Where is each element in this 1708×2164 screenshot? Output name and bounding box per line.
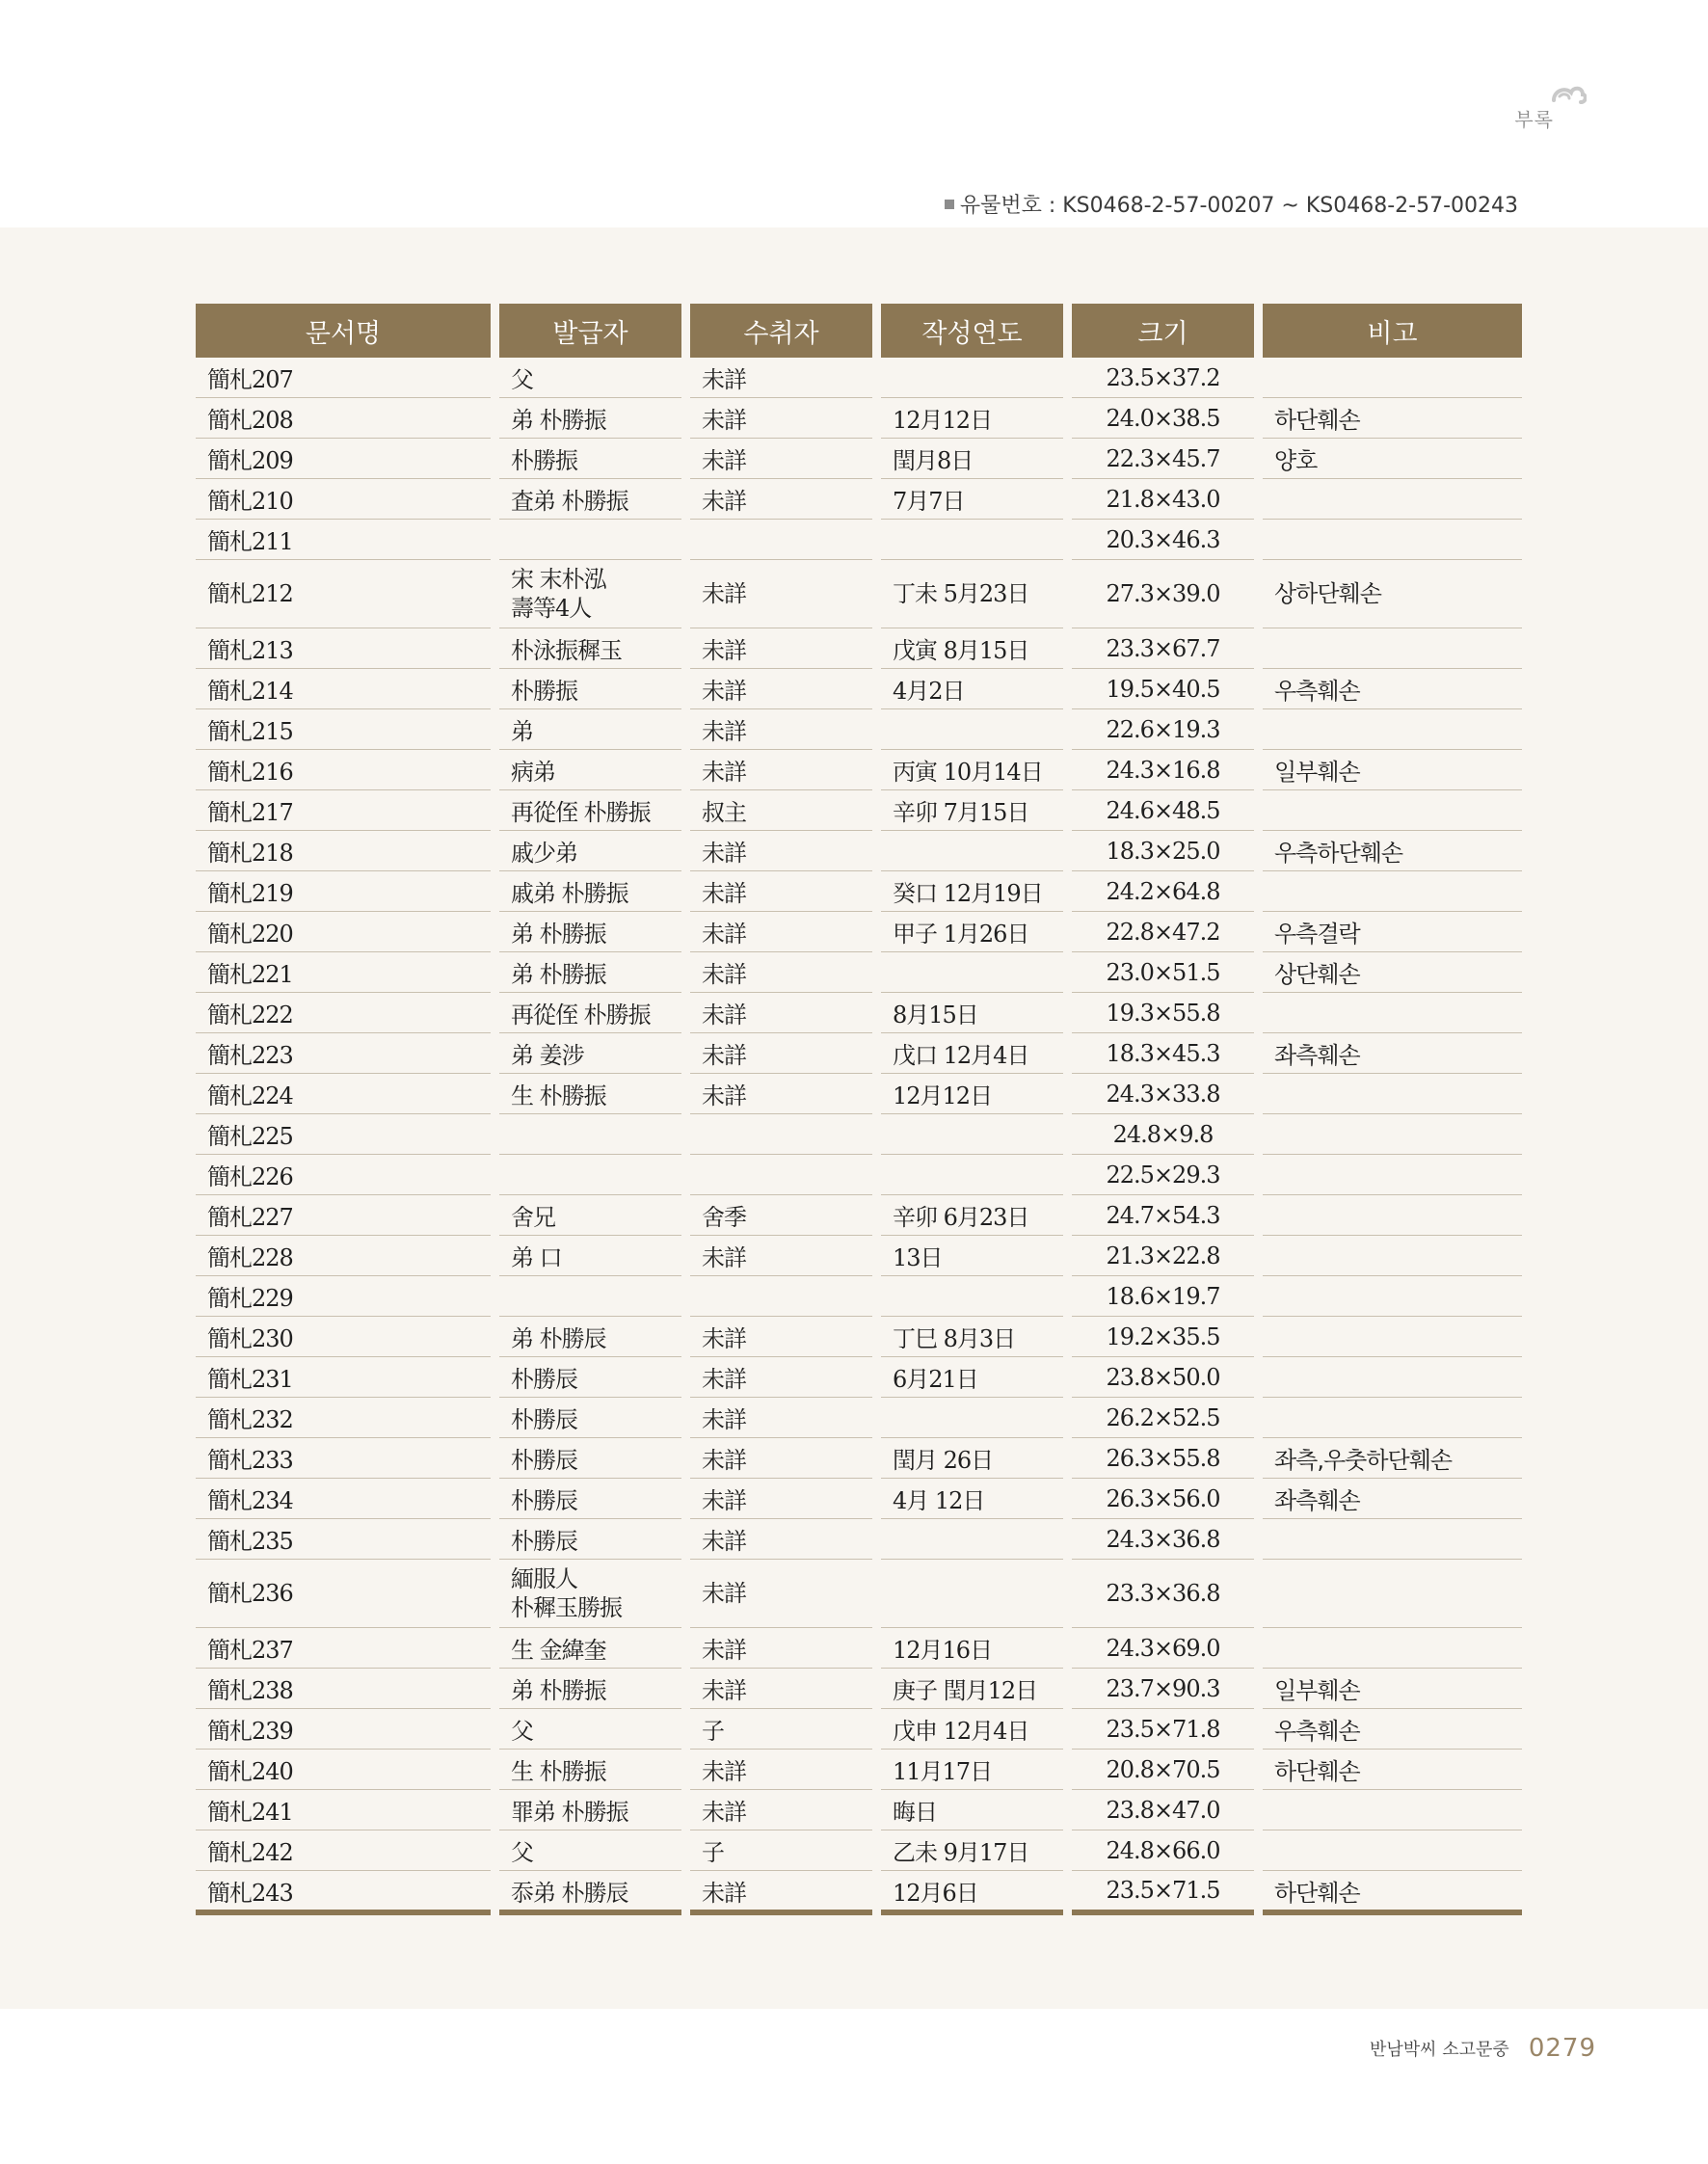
size-cell: 23.5×37.2 xyxy=(1072,358,1254,398)
date-cell: 丙寅 10月14日 xyxy=(881,750,1063,790)
size-cell: 24.2×64.8 xyxy=(1072,871,1254,912)
note-cell xyxy=(1263,1357,1522,1398)
table-row xyxy=(196,398,1522,439)
column-header: 문서명 xyxy=(196,304,491,358)
recipient-cell: 未詳 xyxy=(690,1033,872,1074)
doc-name-cell: 簡札225 xyxy=(196,1114,491,1155)
recipient-cell: 未詳 xyxy=(690,831,872,871)
recipient-cell: 未詳 xyxy=(690,709,872,750)
date-cell: 12月12日 xyxy=(881,398,1063,439)
issuer-cell: 再從侄 朴勝振 xyxy=(499,790,681,831)
note-cell xyxy=(1263,479,1522,520)
issuer-cell: 生 朴勝振 xyxy=(499,1750,681,1790)
size-cell: 24.3×16.8 xyxy=(1072,750,1254,790)
table-row xyxy=(196,1438,1522,1479)
table-row xyxy=(196,628,1522,669)
recipient-cell xyxy=(690,520,872,560)
table-row xyxy=(196,1357,1522,1398)
table-row xyxy=(196,1628,1522,1669)
issuer-cell: 父 xyxy=(499,358,681,398)
note-cell xyxy=(1263,1114,1522,1155)
note-cell: 상하단훼손 xyxy=(1263,560,1522,628)
recipient-cell: 未詳 xyxy=(690,1438,872,1479)
doc-name-cell: 簡札230 xyxy=(196,1317,491,1357)
recipient-cell: 子 xyxy=(690,1709,872,1750)
date-cell xyxy=(881,831,1063,871)
column-header: 작성연도 xyxy=(881,304,1063,358)
note-cell: 하단훼손 xyxy=(1263,1871,1522,1915)
table-row xyxy=(196,912,1522,952)
date-cell: 乙未 9月17日 xyxy=(881,1830,1063,1871)
note-cell: 우측훼손 xyxy=(1263,1709,1522,1750)
table-row xyxy=(196,1669,1522,1709)
relic-number-text: 유물번호 : KS0468-2-57-00207 ~ KS0468-2-57-00243 xyxy=(959,194,1518,218)
size-cell: 23.8×50.0 xyxy=(1072,1357,1254,1398)
issuer-cell: 父 xyxy=(499,1830,681,1871)
doc-name-cell: 簡札211 xyxy=(196,520,491,560)
recipient-cell: 未詳 xyxy=(690,912,872,952)
date-cell: 7月7日 xyxy=(881,479,1063,520)
issuer-cell: 舍兄 xyxy=(499,1195,681,1236)
doc-name-cell: 簡札215 xyxy=(196,709,491,750)
size-cell: 18.3×45.3 xyxy=(1072,1033,1254,1074)
note-cell: 좌측,우춧하단훼손 xyxy=(1263,1438,1522,1479)
table-row xyxy=(196,439,1522,479)
doc-name-cell: 簡札214 xyxy=(196,669,491,709)
doc-name-cell: 簡札227 xyxy=(196,1195,491,1236)
size-cell: 23.3×67.7 xyxy=(1072,628,1254,669)
table-row xyxy=(196,669,1522,709)
table-row xyxy=(196,1155,1522,1195)
note-cell xyxy=(1263,993,1522,1033)
recipient-cell: 未詳 xyxy=(690,1560,872,1628)
note-cell: 우측훼손 xyxy=(1263,669,1522,709)
issuer-cell: 朴勝辰 xyxy=(499,1519,681,1560)
issuer-cell: 朴勝振 xyxy=(499,669,681,709)
date-cell: 12月6日 xyxy=(881,1871,1063,1915)
table-row xyxy=(196,1560,1522,1628)
table-row xyxy=(196,871,1522,912)
size-cell: 22.6×19.3 xyxy=(1072,709,1254,750)
date-cell xyxy=(881,1155,1063,1195)
size-cell: 26.3×55.8 xyxy=(1072,1438,1254,1479)
date-cell: 丁未 5月23日 xyxy=(881,560,1063,628)
table-row xyxy=(196,1074,1522,1114)
size-cell: 20.8×70.5 xyxy=(1072,1750,1254,1790)
page-footer xyxy=(1370,2034,1596,2063)
table-row xyxy=(196,479,1522,520)
issuer-cell: 弟 朴勝辰 xyxy=(499,1317,681,1357)
doc-name-cell: 簡札239 xyxy=(196,1709,491,1750)
issuer-cell xyxy=(499,1276,681,1317)
recipient-cell: 未詳 xyxy=(690,358,872,398)
recipient-cell: 未詳 xyxy=(690,952,872,993)
size-cell: 24.7×54.3 xyxy=(1072,1195,1254,1236)
table-row xyxy=(196,952,1522,993)
issuer-cell: 弟 口 xyxy=(499,1236,681,1276)
note-cell xyxy=(1263,1628,1522,1669)
size-cell: 24.0×38.5 xyxy=(1072,398,1254,439)
size-cell: 21.3×22.8 xyxy=(1072,1236,1254,1276)
recipient-cell: 未詳 xyxy=(690,993,872,1033)
doc-name-cell: 簡札212 xyxy=(196,560,491,628)
date-cell xyxy=(881,520,1063,560)
doc-name-cell: 簡札213 xyxy=(196,628,491,669)
recipient-cell: 未詳 xyxy=(690,1317,872,1357)
issuer-cell: 朴勝辰 xyxy=(499,1398,681,1438)
issuer-cell: 生 金緯奎 xyxy=(499,1628,681,1669)
recipient-cell: 未詳 xyxy=(690,560,872,628)
issuer-cell xyxy=(499,1114,681,1155)
issuer-cell: 査弟 朴勝振 xyxy=(499,479,681,520)
recipient-cell xyxy=(690,1155,872,1195)
size-cell: 22.8×47.2 xyxy=(1072,912,1254,952)
table-row xyxy=(196,1033,1522,1074)
doc-name-cell: 簡札218 xyxy=(196,831,491,871)
bottom-margin xyxy=(0,2009,1708,2164)
size-cell: 24.8×66.0 xyxy=(1072,1830,1254,1871)
size-cell: 26.3×56.0 xyxy=(1072,1479,1254,1519)
section-label: 부록 xyxy=(1514,108,1554,131)
issuer-cell: 弟 朴勝振 xyxy=(499,398,681,439)
date-cell: 晦日 xyxy=(881,1790,1063,1830)
size-cell: 18.3×25.0 xyxy=(1072,831,1254,871)
note-cell: 일부훼손 xyxy=(1263,1669,1522,1709)
recipient-cell: 未詳 xyxy=(690,1074,872,1114)
note-cell xyxy=(1263,1236,1522,1276)
doc-name-cell: 簡札242 xyxy=(196,1830,491,1871)
table-row xyxy=(196,750,1522,790)
issuer-cell: 罪弟 朴勝振 xyxy=(499,1790,681,1830)
recipient-cell: 未詳 xyxy=(690,1519,872,1560)
bullet-square-icon xyxy=(945,200,954,209)
issuer-cell: 忝弟 朴勝辰 xyxy=(499,1871,681,1915)
table-row xyxy=(196,520,1522,560)
note-cell: 하단훼손 xyxy=(1263,398,1522,439)
note-cell xyxy=(1263,1155,1522,1195)
size-cell: 18.6×19.7 xyxy=(1072,1276,1254,1317)
doc-name-cell: 簡札234 xyxy=(196,1479,491,1519)
doc-name-cell: 簡札233 xyxy=(196,1438,491,1479)
note-cell: 하단훼손 xyxy=(1263,1750,1522,1790)
date-cell: 庚子 閏月12日 xyxy=(881,1669,1063,1709)
recipient-cell: 未詳 xyxy=(690,1750,872,1790)
date-cell: 戊寅 8月15日 xyxy=(881,628,1063,669)
date-cell: 癸口 12月19日 xyxy=(881,871,1063,912)
recipient-cell: 未詳 xyxy=(690,1479,872,1519)
issuer-cell: 朴勝振 xyxy=(499,439,681,479)
note-cell xyxy=(1263,1074,1522,1114)
doc-name-cell: 簡札226 xyxy=(196,1155,491,1195)
date-cell: 13日 xyxy=(881,1236,1063,1276)
note-cell xyxy=(1263,1560,1522,1628)
date-cell: 戊申 12月4日 xyxy=(881,1709,1063,1750)
issuer-cell: 朴勝辰 xyxy=(499,1479,681,1519)
table-row xyxy=(196,1398,1522,1438)
doc-name-cell: 簡札240 xyxy=(196,1750,491,1790)
size-cell: 23.3×36.8 xyxy=(1072,1560,1254,1628)
issuer-cell: 弟 xyxy=(499,709,681,750)
table-row xyxy=(196,1519,1522,1560)
document-table xyxy=(187,304,1531,1915)
recipient-cell: 未詳 xyxy=(690,1871,872,1915)
doc-name-cell: 簡札237 xyxy=(196,1628,491,1669)
issuer-cell: 緬服人 朴穉玉勝振 xyxy=(499,1560,681,1628)
recipient-cell: 未詳 xyxy=(690,669,872,709)
doc-name-cell: 簡札222 xyxy=(196,993,491,1033)
doc-name-cell: 簡札235 xyxy=(196,1519,491,1560)
date-cell xyxy=(881,1398,1063,1438)
recipient-cell: 未詳 xyxy=(690,1790,872,1830)
doc-name-cell: 簡札207 xyxy=(196,358,491,398)
table-row xyxy=(196,1276,1522,1317)
table-row xyxy=(196,1236,1522,1276)
table-row xyxy=(196,358,1522,398)
doc-name-cell: 簡札217 xyxy=(196,790,491,831)
doc-name-cell: 簡札238 xyxy=(196,1669,491,1709)
recipient-cell: 未詳 xyxy=(690,871,872,912)
size-cell: 24.3×33.8 xyxy=(1072,1074,1254,1114)
note-cell: 좌측훼손 xyxy=(1263,1479,1522,1519)
column-header: 크기 xyxy=(1072,304,1254,358)
size-cell: 19.3×55.8 xyxy=(1072,993,1254,1033)
page-number: 0279 xyxy=(1528,2034,1596,2063)
issuer-cell: 弟 朴勝振 xyxy=(499,912,681,952)
size-cell: 23.8×47.0 xyxy=(1072,1790,1254,1830)
note-cell xyxy=(1263,709,1522,750)
issuer-cell xyxy=(499,1155,681,1195)
date-cell: 4月2日 xyxy=(881,669,1063,709)
note-cell: 좌측훼손 xyxy=(1263,1033,1522,1074)
recipient-cell: 未詳 xyxy=(690,1236,872,1276)
size-cell: 20.3×46.3 xyxy=(1072,520,1254,560)
table-row xyxy=(196,560,1522,628)
note-cell xyxy=(1263,1276,1522,1317)
book-title: 반남박씨 소고문중 xyxy=(1370,2040,1509,2060)
date-cell xyxy=(881,1114,1063,1155)
note-cell xyxy=(1263,1195,1522,1236)
table-row xyxy=(196,709,1522,750)
doc-name-cell: 簡札229 xyxy=(196,1276,491,1317)
date-cell xyxy=(881,1560,1063,1628)
table-row xyxy=(196,993,1522,1033)
issuer-cell: 父 xyxy=(499,1709,681,1750)
date-cell: 6月21日 xyxy=(881,1357,1063,1398)
issuer-cell: 朴勝辰 xyxy=(499,1357,681,1398)
size-cell: 19.5×40.5 xyxy=(1072,669,1254,709)
note-cell: 양호 xyxy=(1263,439,1522,479)
recipient-cell: 未詳 xyxy=(690,750,872,790)
doc-name-cell: 簡札221 xyxy=(196,952,491,993)
recipient-cell: 未詳 xyxy=(690,398,872,439)
column-header: 비고 xyxy=(1263,304,1522,358)
size-cell: 26.2×52.5 xyxy=(1072,1398,1254,1438)
doc-name-cell: 簡札236 xyxy=(196,1560,491,1628)
relic-number xyxy=(945,189,1518,219)
table-row xyxy=(196,790,1522,831)
doc-name-cell: 簡札208 xyxy=(196,398,491,439)
issuer-cell: 弟 朴勝振 xyxy=(499,1669,681,1709)
date-cell: 丁巳 8月3日 xyxy=(881,1317,1063,1357)
size-cell: 19.2×35.5 xyxy=(1072,1317,1254,1357)
doc-name-cell: 簡札243 xyxy=(196,1871,491,1915)
issuer-cell: 宋 末朴泓 壽等4人 xyxy=(499,560,681,628)
doc-name-cell: 簡札216 xyxy=(196,750,491,790)
size-cell: 22.3×45.7 xyxy=(1072,439,1254,479)
recipient-cell: 未詳 xyxy=(690,439,872,479)
doc-name-cell: 簡札219 xyxy=(196,871,491,912)
date-cell: 12月12日 xyxy=(881,1074,1063,1114)
size-cell: 23.0×51.5 xyxy=(1072,952,1254,993)
table-row xyxy=(196,1871,1522,1915)
table-row xyxy=(196,1114,1522,1155)
recipient-cell: 未詳 xyxy=(690,1357,872,1398)
table-row xyxy=(196,1750,1522,1790)
recipient-cell: 子 xyxy=(690,1830,872,1871)
table-body xyxy=(196,358,1522,1915)
date-cell xyxy=(881,1519,1063,1560)
date-cell: 12月16日 xyxy=(881,1628,1063,1669)
doc-name-cell: 簡札209 xyxy=(196,439,491,479)
size-cell: 24.6×48.5 xyxy=(1072,790,1254,831)
table-header-row xyxy=(196,304,1522,358)
size-cell: 22.5×29.3 xyxy=(1072,1155,1254,1195)
issuer-cell xyxy=(499,520,681,560)
doc-name-cell: 簡札232 xyxy=(196,1398,491,1438)
issuer-cell: 朴勝辰 xyxy=(499,1438,681,1479)
doc-name-cell: 簡札231 xyxy=(196,1357,491,1398)
table-row xyxy=(196,1479,1522,1519)
issuer-cell: 病弟 xyxy=(499,750,681,790)
date-cell: 8月15日 xyxy=(881,993,1063,1033)
table-row xyxy=(196,831,1522,871)
cloud-ornament-icon xyxy=(1548,77,1587,110)
issuer-cell: 朴泳振穉玉 xyxy=(499,628,681,669)
table-row xyxy=(196,1830,1522,1871)
column-header: 발급자 xyxy=(499,304,681,358)
recipient-cell xyxy=(690,1276,872,1317)
recipient-cell: 叔主 xyxy=(690,790,872,831)
size-cell: 24.3×36.8 xyxy=(1072,1519,1254,1560)
date-cell: 戊口 12月4日 xyxy=(881,1033,1063,1074)
note-cell: 상단훼손 xyxy=(1263,952,1522,993)
note-cell xyxy=(1263,628,1522,669)
note-cell xyxy=(1263,790,1522,831)
note-cell xyxy=(1263,871,1522,912)
size-cell: 27.3×39.0 xyxy=(1072,560,1254,628)
note-cell: 우측결락 xyxy=(1263,912,1522,952)
table-row xyxy=(196,1790,1522,1830)
date-cell xyxy=(881,358,1063,398)
doc-name-cell: 簡札224 xyxy=(196,1074,491,1114)
table-row xyxy=(196,1195,1522,1236)
issuer-cell: 弟 朴勝振 xyxy=(499,952,681,993)
date-cell: 辛卯 6月23日 xyxy=(881,1195,1063,1236)
note-cell xyxy=(1263,1519,1522,1560)
size-cell: 24.8×9.8 xyxy=(1072,1114,1254,1155)
doc-name-cell: 簡札223 xyxy=(196,1033,491,1074)
date-cell: 辛卯 7月15日 xyxy=(881,790,1063,831)
doc-name-cell: 簡札210 xyxy=(196,479,491,520)
recipient-cell xyxy=(690,1114,872,1155)
size-cell: 23.7×90.3 xyxy=(1072,1669,1254,1709)
recipient-cell: 未詳 xyxy=(690,479,872,520)
size-cell: 24.3×69.0 xyxy=(1072,1628,1254,1669)
size-cell: 21.8×43.0 xyxy=(1072,479,1254,520)
recipient-cell: 舍季 xyxy=(690,1195,872,1236)
table-row xyxy=(196,1709,1522,1750)
issuer-cell: 戚少弟 xyxy=(499,831,681,871)
recipient-cell: 未詳 xyxy=(690,1669,872,1709)
date-cell: 閏月8日 xyxy=(881,439,1063,479)
issuer-cell: 再從侄 朴勝振 xyxy=(499,993,681,1033)
column-header: 수취자 xyxy=(690,304,872,358)
size-cell: 23.5×71.5 xyxy=(1072,1871,1254,1915)
doc-name-cell: 簡札220 xyxy=(196,912,491,952)
table-row xyxy=(196,1317,1522,1357)
date-cell xyxy=(881,952,1063,993)
note-cell: 일부훼손 xyxy=(1263,750,1522,790)
recipient-cell: 未詳 xyxy=(690,1398,872,1438)
note-cell xyxy=(1263,1398,1522,1438)
note-cell xyxy=(1263,1790,1522,1830)
note-cell: 우측하단훼손 xyxy=(1263,831,1522,871)
note-cell xyxy=(1263,358,1522,398)
recipient-cell: 未詳 xyxy=(690,1628,872,1669)
note-cell xyxy=(1263,1830,1522,1871)
date-cell: 閏月 26日 xyxy=(881,1438,1063,1479)
issuer-cell: 生 朴勝振 xyxy=(499,1074,681,1114)
size-cell: 23.5×71.8 xyxy=(1072,1709,1254,1750)
date-cell: 甲子 1月26日 xyxy=(881,912,1063,952)
date-cell: 4月 12日 xyxy=(881,1479,1063,1519)
date-cell xyxy=(881,709,1063,750)
date-cell xyxy=(881,1276,1063,1317)
date-cell: 11月17日 xyxy=(881,1750,1063,1790)
recipient-cell: 未詳 xyxy=(690,628,872,669)
doc-name-cell: 簡札241 xyxy=(196,1790,491,1830)
note-cell xyxy=(1263,1317,1522,1357)
note-cell xyxy=(1263,520,1522,560)
issuer-cell: 弟 姜涉 xyxy=(499,1033,681,1074)
issuer-cell: 戚弟 朴勝振 xyxy=(499,871,681,912)
doc-name-cell: 簡札228 xyxy=(196,1236,491,1276)
